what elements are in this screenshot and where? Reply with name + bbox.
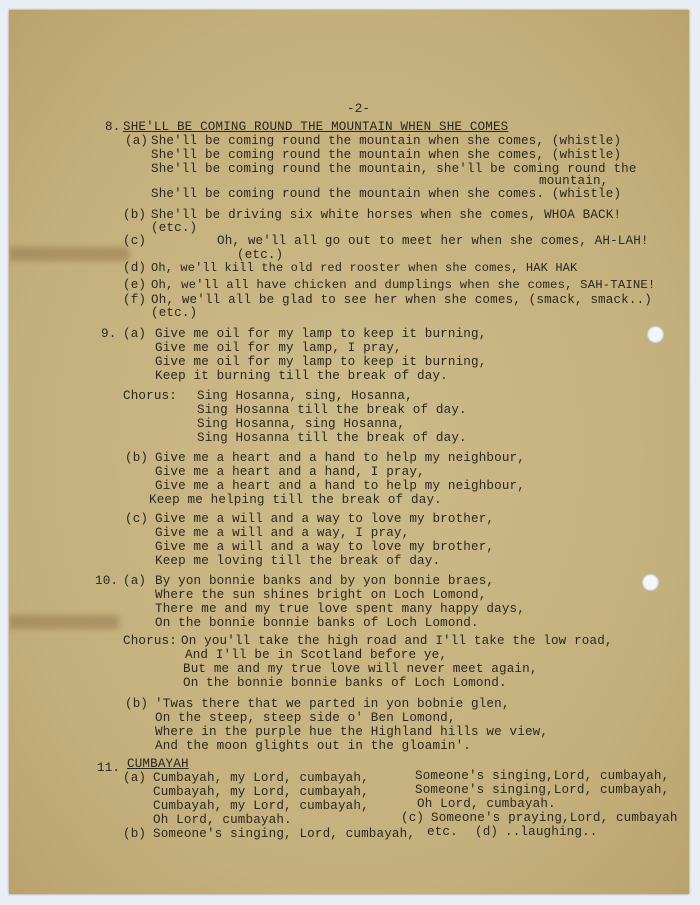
lyric-line: Keep it burning till the break of day. xyxy=(155,369,448,383)
lyric-line: (etc.) xyxy=(151,306,198,320)
lyric-line: Give me oil for my lamp, I pray, xyxy=(155,341,402,355)
lyric-line: She'll be coming round the mountain when she comes. (whistle) xyxy=(151,187,622,201)
verse-label: (d) xyxy=(123,261,147,275)
lyric-line: Oh, we'll all be glad to see her when she comes, (smack, smack..) xyxy=(151,293,652,307)
chorus-label: Chorus: xyxy=(123,389,177,403)
verse-label: (a) xyxy=(123,574,147,588)
verse-label: (c) xyxy=(401,811,425,825)
lyric-line: Give me a heart and a hand to help my neighbour, xyxy=(155,479,525,493)
lyric-line: Give me a will and a way to love my brother, xyxy=(155,512,495,526)
song-number: 9. xyxy=(101,327,117,341)
verse-label: (b) xyxy=(123,827,147,841)
lyric-line: (etc.) xyxy=(237,248,284,262)
verse-label: (a) xyxy=(125,134,149,148)
punch-hole xyxy=(647,326,664,343)
lyric-line: Oh Lord, cumbayah. xyxy=(417,797,556,811)
lyric-line: etc. xyxy=(427,825,458,839)
lyric-line: Give me a will and a way, I pray, xyxy=(155,526,410,540)
verse-label: (b) xyxy=(125,697,149,711)
lyric-line: Sing Hosanna till the break of day. xyxy=(197,431,467,445)
lyric-line: But me and my true love will never meet again, xyxy=(183,662,538,676)
lyric-line: Where in the purple hue the Highland hills we view, xyxy=(155,725,549,739)
verse-label: (a) xyxy=(123,771,147,785)
lyric-line: And I'll be in Scotland before ye, xyxy=(185,648,448,662)
lyric-line: Someone's praying,Lord, cumbayah xyxy=(431,811,678,825)
page-number: -2- xyxy=(347,102,371,116)
lyric-line: There me and my true love spent many happy days, xyxy=(155,602,525,616)
chorus-label: Chorus: xyxy=(123,634,177,648)
song-title: SHE'LL BE COMING ROUND THE MOUNTAIN WHEN SHE COMES xyxy=(123,120,509,134)
punch-hole xyxy=(642,574,659,591)
lyric-line: Someone's singing,Lord, cumbayah, xyxy=(415,783,670,797)
verse-label: (c) xyxy=(123,234,147,248)
lyric-line: Keep me loving till the break of day. xyxy=(155,554,441,568)
typed-page xyxy=(9,10,689,894)
lyric-line: Sing Hosanna, sing Hosanna, xyxy=(197,417,406,431)
lyric-line: Oh Lord, cumbayah. xyxy=(153,813,292,827)
lyric-line: Oh, we'll all go out to meet her when she comes, AH-LAH! xyxy=(217,234,649,248)
lyric-line: Sing Hosanna, sing, Hosanna, xyxy=(197,389,413,403)
lyric-line: Give me a heart and a hand to help my neighbour, xyxy=(155,451,525,465)
song-number: 8. xyxy=(105,120,121,134)
lyric-line: Give me a heart and a hand, I pray, xyxy=(155,465,425,479)
verse-label: (a) xyxy=(123,327,147,341)
lyric-line: She'll be coming round the mountain when she comes, (whistle) xyxy=(151,134,622,148)
song-title: CUMBAYAH xyxy=(127,757,189,771)
lyric-line: Oh, we'll all have chicken and dumplings when she comes, SAH-TAINE! xyxy=(151,278,656,292)
lyric-line: On the bonnie bonnie banks of Loch Lomond. xyxy=(155,616,479,630)
verse-label: (e) xyxy=(123,278,147,292)
verse-label: (b) xyxy=(123,208,147,222)
lyric-line: 'Twas there that we parted in yon bobnie glen, xyxy=(155,697,510,711)
lyric-line: And the moon glights out in the gloamin'. xyxy=(155,739,472,753)
lyric-line: Someone's singing,Lord, cumbayah, xyxy=(415,769,670,783)
lyric-line: She'll be driving six white horses when she comes, WHOA BACK! xyxy=(151,208,622,222)
lyric-line: On the bonnie bonnie banks of Loch Lomond. xyxy=(183,676,507,690)
stain xyxy=(9,615,119,629)
lyric-line: Cumbayah, my Lord, cumbayah, xyxy=(153,799,369,813)
lyric-line: Sing Hosanna till the break of day. xyxy=(197,403,467,417)
lyric-line: ..laughing.. xyxy=(505,825,598,839)
lyric-line: Oh, we'll kill the old red rooster when she comes, HAK HAK xyxy=(151,261,578,275)
lyric-line: She'll be coming round the mountain, she'll be coming round the xyxy=(151,162,637,176)
song-number: 11. xyxy=(97,761,121,775)
lyric-line: Keep me helping till the break of day. xyxy=(149,493,442,507)
verse-label: (b) xyxy=(125,451,149,465)
lyric-line: Someone's singing, Lord, cumbayah, xyxy=(153,827,416,841)
verse-label: (f) xyxy=(123,293,147,307)
lyric-line: On the steep, steep side o' Ben Lomond, xyxy=(155,711,456,725)
lyric-line: Give me oil for my lamp to keep it burning, xyxy=(155,355,487,369)
lyric-line: Cumbayah, my Lord, cumbayah, xyxy=(153,785,369,799)
lyric-line: Give me oil for my lamp to keep it burning, xyxy=(155,327,487,341)
lyric-line: Cumbayah, my Lord, cumbayah, xyxy=(153,771,369,785)
stain xyxy=(9,247,129,261)
lyric-line: Give me a will and a way to love my brother, xyxy=(155,540,495,554)
lyric-line: On you'll take the high road and I'll take the low road, xyxy=(181,634,613,648)
lyric-line: She'll be coming round the mountain when she comes, (whistle) xyxy=(151,148,622,162)
verse-label: (d) xyxy=(475,825,499,839)
lyric-line: Where the sun shines bright on Loch Lomond, xyxy=(155,588,487,602)
verse-label: (c) xyxy=(125,512,149,526)
lyric-line: mountain, xyxy=(539,174,609,188)
song-number: 10. xyxy=(95,574,119,588)
lyric-line: By yon bonnie banks and by yon bonnie braes, xyxy=(155,574,495,588)
lyric-line: (etc.) xyxy=(151,221,198,235)
